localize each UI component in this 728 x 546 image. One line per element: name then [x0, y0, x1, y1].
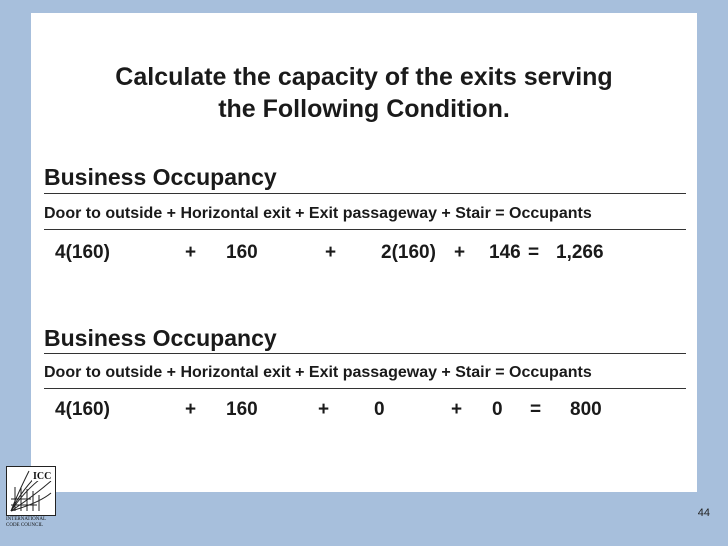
value-plus: + — [451, 399, 463, 420]
value-equals: = — [530, 399, 542, 420]
value-plus: + — [318, 399, 330, 420]
title-line-2: the Following Condition. — [218, 95, 510, 123]
section-1-top-rule — [44, 193, 686, 194]
value-horizontal: 160 — [226, 242, 258, 263]
section-2-mid-rule — [44, 388, 686, 389]
section-2-heading: Business Occupancy — [44, 325, 277, 351]
value-passageway: 2(160) — [381, 242, 436, 263]
logo-abbr: ICC — [33, 471, 52, 482]
value-door: 4(160) — [55, 399, 110, 420]
section-2-top-rule — [44, 353, 686, 354]
icc-logo-mark — [6, 466, 56, 516]
icc-logo — [6, 466, 56, 532]
value-passageway: 0 — [374, 399, 385, 420]
value-equals: = — [528, 242, 540, 263]
globe-grid-icon — [7, 467, 55, 515]
value-plus: + — [185, 242, 197, 263]
section-1-formula: Door to outside + Horizontal exit + Exit passageway + Stair = Occupants — [44, 205, 592, 222]
section-1-mid-rule — [44, 229, 686, 230]
slide — [31, 13, 697, 492]
value-door: 4(160) — [55, 242, 110, 263]
slide-title — [31, 61, 697, 125]
page-number: 44 — [697, 507, 710, 519]
value-horizontal: 160 — [226, 399, 258, 420]
value-stair: 146 — [489, 242, 521, 263]
value-plus: + — [325, 242, 337, 263]
logo-caption — [6, 517, 66, 529]
logo-line-2: CODE COUNCIL — [6, 523, 44, 528]
logo-line-1: INTERNATIONAL — [6, 517, 46, 522]
value-stair: 0 — [492, 399, 503, 420]
section-2-formula: Door to outside + Horizontal exit + Exit passageway + Stair = Occupants — [44, 364, 592, 381]
value-plus: + — [185, 399, 197, 420]
title-line-1: Calculate the capacity of the exits serving — [115, 63, 613, 91]
value-plus: + — [454, 242, 466, 263]
value-total: 800 — [570, 399, 602, 420]
section-1-heading: Business Occupancy — [44, 164, 277, 190]
value-total: 1,266 — [556, 242, 604, 263]
